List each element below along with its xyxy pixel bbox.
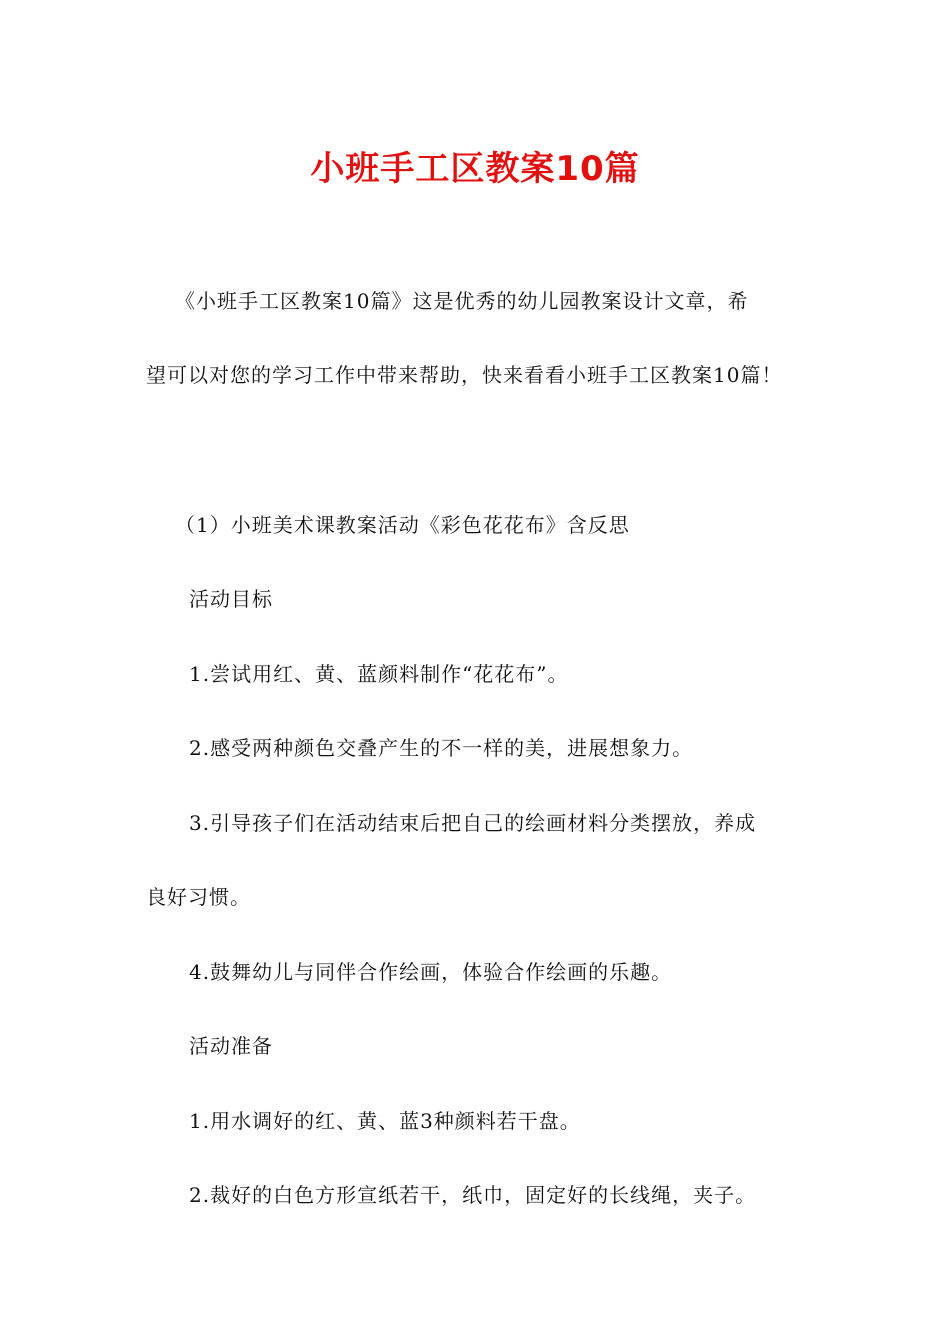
document-title: 小班手工区教案10篇: [310, 149, 640, 189]
prep-item-2: 2.裁好的白色方形宣纸若干，纸巾，固定好的长线绳，夹子。: [189, 1183, 757, 1207]
goal-item-4: 4.鼓舞幼儿与同伴合作绘画，体验合作绘画的乐趣。: [189, 960, 673, 984]
goal-item-3-line-1: 3.引导孩子们在活动结束后把自己的绘画材料分类摆放，养成: [189, 811, 757, 835]
goal-item-2: 2.感受两种颜色交叠产生的不一样的美，进展想象力。: [189, 736, 694, 760]
goal-item-1: 1.尝试用红、黄、蓝颜料制作“花花布”。: [189, 662, 569, 686]
section-heading: （1）小班美术课教案活动《彩色花花布》含反思: [175, 513, 630, 537]
prep-item-1: 1.用水调好的红、黄、蓝3种颜料若干盘。: [189, 1109, 581, 1133]
goal-item-3-line-2: 良好习惯。: [146, 885, 251, 909]
goals-heading: 活动目标: [189, 587, 273, 611]
intro-paragraph-line-2: 望可以对您的学习工作中带来帮助，快来看看小班手工区教案10篇！: [146, 363, 783, 387]
prep-heading: 活动准备: [189, 1034, 273, 1058]
intro-paragraph-line-1: 《小班手工区教案10篇》这是优秀的幼儿园教案设计文章，希: [175, 289, 749, 313]
